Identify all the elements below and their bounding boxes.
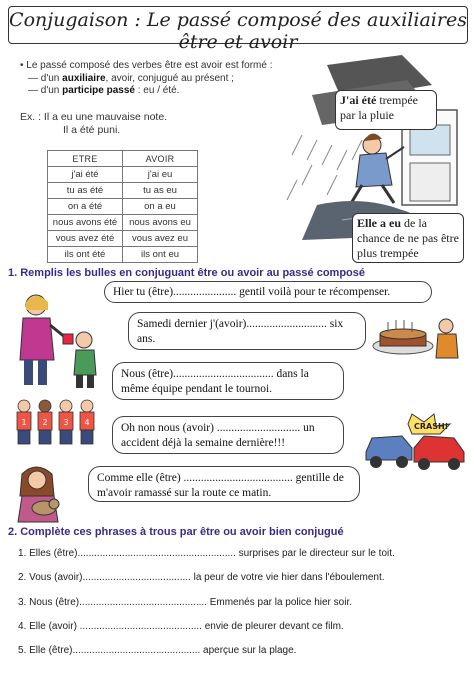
rule-block — [20, 60, 280, 98]
rule-line-2-bold: participe passé — [62, 85, 135, 96]
table-row — [48, 183, 198, 199]
table-header-avoir: AVOIR — [123, 151, 198, 167]
speech-bubble-5: Comme elle (être) ...................................... gentille de m'avoir ramassé sur la route ce matin. — [88, 466, 360, 502]
speech-bubble-4: Oh non nous (avoir) ............................. un accident déjà la semaine dernière!!! — [112, 416, 344, 454]
table-cell: tu as été — [48, 183, 123, 199]
example-line-1: Ex. : Il a eu une mauvaise note. — [20, 111, 168, 123]
speech-bubble-3: Nous (être)................................... dans la même équipe pendant le tournoi. — [112, 362, 344, 400]
jersey-number: 3 — [63, 418, 69, 427]
section-2-heading: 2. Complète ces phrases à trous par être ou avoir bien conjugué — [8, 526, 344, 538]
page-title: Conjugaison : Le passé composé des auxiliaires être et avoir — [9, 9, 467, 53]
jersey-number: 2 — [42, 418, 48, 427]
table-cell: nous avons eu — [123, 215, 198, 231]
table-row — [48, 199, 198, 215]
exercise-line: 4. Elle (avoir) ............................................ envie de pleurer devant ce film. — [18, 621, 344, 632]
table-cell: j'ai été — [48, 167, 123, 183]
exercise-line: 1. Elles (être)......................................................... surprises par le directeur sur le toit. — [18, 548, 395, 559]
table-cell: j'ai eu — [123, 167, 198, 183]
crash-illustration — [362, 412, 468, 474]
table-row — [48, 215, 198, 231]
exercise-line: 3. Nous (être).............................................. Emmenés par la police hier soir. — [18, 597, 352, 608]
exercise-line: 2. Vous (avoir)....................................... la peur de votre vie hier dans l'éboulement. — [18, 572, 385, 583]
rule-line-2-prefix: — d'un — [28, 85, 60, 96]
crash-label: CRASH! — [414, 422, 449, 431]
jersey-number: 1 — [21, 418, 27, 427]
table-cell: vous avez été — [48, 231, 123, 247]
rule-line-1 — [20, 73, 280, 86]
table-cell: tu as eu — [123, 183, 198, 199]
table-row — [48, 247, 198, 263]
callout-top-bold: J'ai été — [340, 93, 377, 107]
callout-bottom — [352, 213, 464, 263]
table-cell: on a eu — [123, 199, 198, 215]
rule-line-1-prefix: — d'un — [28, 72, 60, 84]
table-cell: ils ont eu — [123, 247, 198, 263]
rule-line-1-bold: auxiliaire — [62, 72, 106, 84]
girl-dog-illustration — [14, 462, 72, 524]
table-header-etre: ETRE — [48, 151, 123, 167]
cake-illustration — [368, 314, 466, 362]
rule-line-2-suffix: : eu / été. — [134, 85, 180, 96]
rule-line-2 — [20, 85, 280, 98]
jersey-number: 4 — [84, 418, 90, 427]
rule-intro: • Le passé composé des verbes être est avoir est formé : — [20, 60, 273, 71]
example-line-2: Il a été puni. — [63, 124, 121, 136]
callout-top-text: trempée par la pluie — [340, 93, 418, 122]
table-cell: ils ont été — [48, 247, 123, 263]
callout-top — [335, 90, 437, 130]
table-cell: nous avons été — [48, 215, 123, 231]
section-1-heading: 1. Remplis les bulles en conjuguant être ou avoir au passé composé — [8, 267, 365, 279]
speech-bubble-1: Hier tu (être)...................... gentil voilà pour te récompenser. — [104, 281, 432, 303]
exercise-line: 5. Elle (être).............................................. aperçue sur la plage. — [18, 645, 297, 656]
table-row — [48, 231, 198, 247]
callout-bottom-bold: Elle a eu — [357, 216, 401, 230]
example-block — [20, 111, 260, 137]
team-illustration — [12, 398, 104, 446]
conjugation-table — [47, 150, 198, 263]
table-cell: vous avez eu — [123, 231, 198, 247]
table-row — [48, 167, 198, 183]
rule-line-1-suffix: , avoir, conjugué au présent ; — [105, 72, 234, 84]
callout-bottom-text: de la chance de ne pas être plus trempée — [357, 216, 459, 260]
speech-bubble-2: Samedi dernier j'(avoir)............................ six ans. — [128, 312, 366, 350]
title-box — [8, 6, 468, 53]
table-cell: on a été — [48, 199, 123, 215]
gift-illustration — [8, 290, 103, 390]
